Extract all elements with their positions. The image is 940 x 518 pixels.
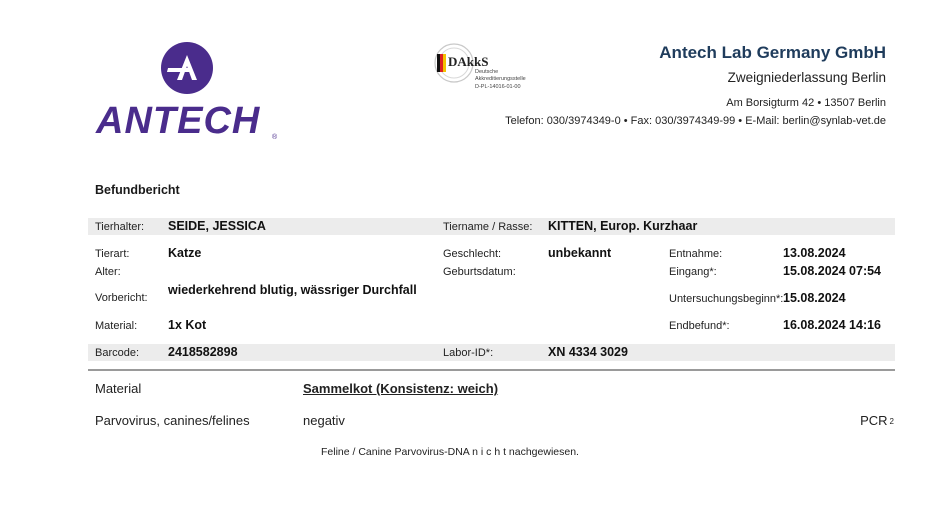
barcode-value: 2418582898 — [168, 345, 238, 359]
species-value: Katze — [168, 246, 202, 260]
company-contact: Telefon: 030/3974349-0 • Fax: 030/3974349-99 • E-Mail: berlin@synlab-vet.de — [505, 115, 886, 127]
exam-start-value: 15.08.2024 — [783, 291, 846, 305]
collection-value: 13.08.2024 — [783, 246, 846, 260]
owner-value: SEIDE, JESSICA — [168, 219, 266, 233]
antech-logo-icon — [161, 42, 213, 94]
history-value: wiederkehrend blutig, wässriger Durchfall — [168, 283, 417, 297]
collection-label: Entnahme: — [669, 248, 723, 260]
barcode-label: Barcode: — [95, 347, 140, 359]
result-comment: Feline / Canine Parvovirus-DNA n i c h t nachgewiesen. — [321, 446, 579, 458]
method-note: 2 — [889, 417, 894, 426]
test-name: Parvovirus, canines/felines — [95, 413, 250, 428]
age-label: Alter: — [95, 266, 121, 278]
test-method — [860, 413, 894, 428]
company-address: Am Borsigturm 42 • 13507 Berlin — [726, 97, 886, 109]
material-label: Material: — [95, 320, 138, 332]
dakks-name: DAkkS — [448, 54, 489, 69]
company-branch: Zweigniederlassung Berlin — [727, 70, 886, 85]
company-name: Antech Lab Germany GmbH — [659, 43, 886, 62]
dakks-line1: Deutsche — [475, 69, 499, 75]
material-value: 1x Kot — [168, 318, 207, 332]
method-label: PCR — [860, 413, 888, 428]
sex-value: unbekannt — [548, 246, 612, 260]
sex-label: Geschlecht: — [443, 248, 502, 260]
final-label: Endbefund*: — [669, 320, 730, 332]
species-label: Tierart: — [95, 248, 130, 260]
result-material-label: Material — [95, 381, 142, 396]
dakks-line3: D-PL-14016-01-00 — [475, 84, 521, 90]
receipt-value: 15.08.2024 07:54 — [783, 264, 882, 278]
lab-id-label: Labor-ID*: — [443, 347, 494, 359]
registered-mark: ® — [272, 134, 278, 141]
test-result: negativ — [303, 413, 345, 428]
receipt-label: Eingang*: — [669, 266, 717, 278]
result-material-value: Sammelkot (Konsistenz: weich) — [303, 381, 499, 396]
antech-wordmark: ANTECH — [96, 100, 261, 142]
birthdate-label: Geburtsdatum: — [443, 266, 516, 278]
history-label: Vorbericht: — [95, 292, 148, 304]
exam-start-label: Untersuchungsbeginn*: — [669, 293, 784, 305]
lab-id-value: XN 4334 3029 — [548, 345, 628, 359]
final-value: 16.08.2024 14:16 — [783, 318, 882, 332]
section-divider — [88, 369, 895, 371]
animal-label: Tiername / Rasse: — [443, 221, 533, 233]
report-title: Befundbericht — [95, 183, 180, 197]
owner-label: Tierhalter: — [95, 221, 145, 233]
animal-value: KITTEN, Europ. Kurzhaar — [548, 219, 698, 233]
dakks-line2: Akkreditierungsstelle — [475, 76, 526, 82]
